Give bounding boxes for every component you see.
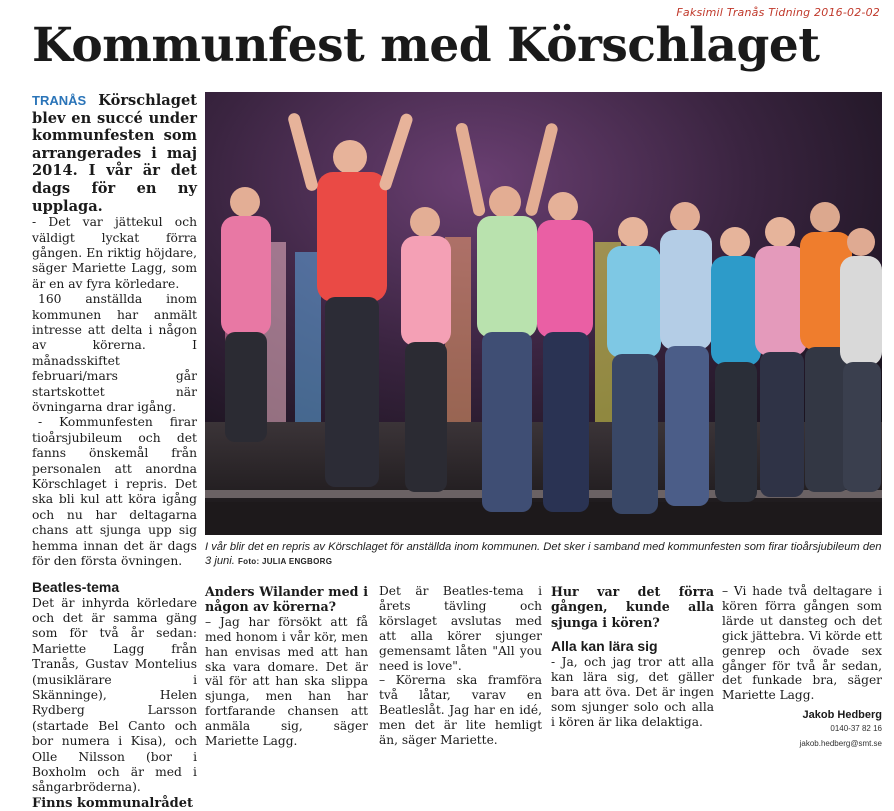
lead-paragraph	[32, 92, 197, 215]
body-paragraph: – Jag har försökt att få med honom i vår kör, men han envisas med att han ska vara domare. Det är väl för att han ska slippa sjunga, men han har fortfarande chansen att anmäla sig, säger Mariette Lagg.	[205, 614, 368, 749]
article-column-3	[379, 584, 542, 748]
facsimile-note: Faksimil Tranås Tidning 2016-02-02	[676, 6, 880, 19]
subheading-beatles: Beatles-tema	[32, 578, 120, 595]
body-paragraph: - Kommunfesten firar tioårsjubileum och det fanns önskemål från personalen att anordna Körschlaget i repris. Det ska bli kul att köra igång och nu har deltagarna chans att sjunga upp sig hemma innan det är dags för den första övningen.	[32, 415, 197, 569]
question-heading: Hur var det förra gången, kunde alla sjunga i kören?	[551, 584, 714, 630]
body-paragraph: - Ja, och jag tror att alla kan lära sig, det gäller bara att öva. Det är ingen som sjunger solo och alla i kören är lika delaktiga.	[551, 655, 714, 729]
dateline: TRANÅS	[32, 93, 87, 108]
byline-email: jakob.hedberg@smt.se	[799, 739, 882, 749]
choir-photo	[205, 92, 882, 535]
headline: Kommunfest med Körschlaget	[32, 18, 820, 73]
lead-text: Körschlaget blev en succé under kommunfesten som arrangerades i maj 2014. I vår är det dags för en ny upplaga.	[32, 92, 197, 215]
caption-text: I vår blir det en repris av Körschlaget för anställda inom kommunen. Det sker i samband med kommunfesten som firar tioårsjubileum den 3 juni.	[205, 541, 882, 567]
question-heading: Anders Wilander med i någon av körerna?	[205, 584, 368, 615]
article-column-1	[32, 92, 197, 811]
question-heading: Finns kommunalrådet	[32, 795, 194, 811]
photo-caption	[205, 541, 882, 568]
choir-photo-illustration	[205, 92, 882, 535]
article-column-4	[551, 584, 714, 730]
body-paragraph: 160 anställda inom kommunen har anmält intresse att delta i någon av körerna. I månadsskiftet februari/mars går startskottet när övningarna drar igång.	[32, 292, 197, 415]
byline: Jakob Hedberg	[802, 709, 882, 722]
body-paragraph: – Vi hade två deltagare i kören förra gången som lärde ut dansteg och det gick jättebra. Vi körde ett genrep och övade sex gånger för två år sedan, det funkade bra, säger Mariette Lagg.	[722, 584, 882, 703]
body-paragraph: Det är Beatles-tema i årets tävling och körslaget avslutas med att alla körer sjunger gemensamt låten "All you need is love".	[379, 584, 542, 673]
body-paragraph: Det är inhyrda körledare och det är samma gäng som för två år sedan: Mariette Lagg från Tranås, Gustav Montelius (musiklärare i Skänninge), Helen Rydberg Larsson (startade Bel Canto och bor numera i Kisa), och Olle Nilsson (bor i Boxholm och är med i sångarbröderna).	[32, 595, 197, 795]
subheading-alla-kan: Alla kan lära sig	[551, 638, 658, 655]
byline-phone: 0140-37 82 16	[830, 724, 882, 734]
article-column-2	[205, 584, 368, 749]
body-paragraph: – Körerna ska framföra två låtar, varav en Beatleslåt. Jag har en idé, men det är lite hemligt än, säger Mariette.	[379, 673, 542, 748]
body-paragraph: - Det var jättekul och väldigt lyckat förra gången. En riktig höjdare, säger Mariette Lagg, som är en av fyra körledare.	[32, 215, 197, 291]
photo-credit: Foto: JULIA ENGBORG	[237, 556, 333, 566]
article-column-5	[722, 584, 882, 749]
